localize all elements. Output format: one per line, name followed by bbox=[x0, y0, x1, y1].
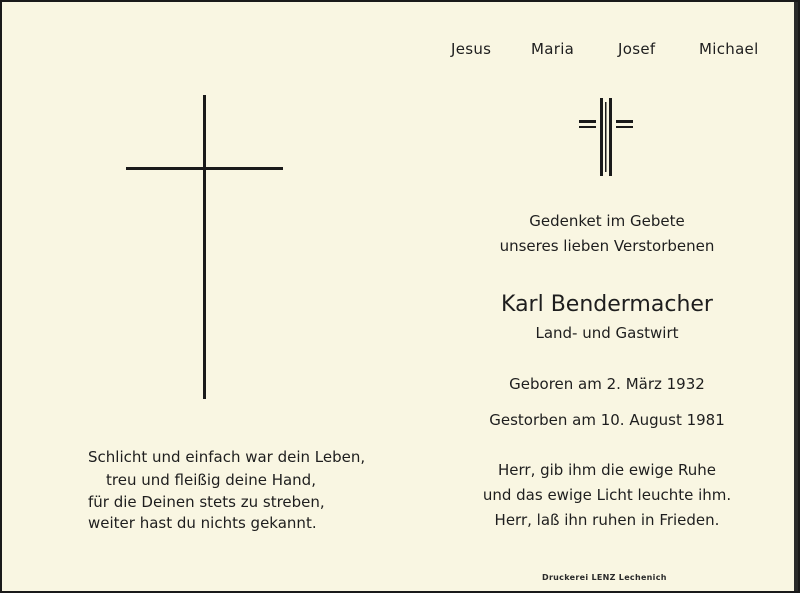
occupation: Land- und Gastwirt bbox=[535, 324, 679, 342]
deceased-name: Karl Bendermacher bbox=[501, 292, 713, 317]
ornamental-cross-icon bbox=[577, 98, 635, 178]
birth-date: Geboren am 2. März 1932 bbox=[509, 375, 705, 393]
verse-line-3: für die Deinen stets zu streben, bbox=[88, 493, 325, 511]
verse-line-4: weiter hast du nichts gekannt. bbox=[88, 514, 317, 532]
memorial-card bbox=[2, 2, 798, 591]
header-name-josef: Josef bbox=[618, 40, 656, 58]
header-name-michael: Michael bbox=[699, 40, 759, 58]
prayer-line-3: Herr, laß ihn ruhen in Frieden. bbox=[494, 511, 720, 529]
header-name-maria: Maria bbox=[531, 40, 575, 58]
header-name-jesus: Jesus bbox=[451, 40, 492, 58]
verse-line-2: treu und fleißig deine Hand, bbox=[106, 471, 316, 489]
printer-credit: Druckerei LENZ Lechenich bbox=[542, 573, 667, 582]
remember-line: Gedenket im Gebete bbox=[529, 212, 685, 230]
deceased-line: unseres lieben Verstorbenen bbox=[499, 237, 715, 255]
prayer-line-2: und das ewige Licht leuchte ihm. bbox=[482, 486, 732, 504]
verse-line-1: Schlicht und einfach war dein Leben, bbox=[88, 448, 366, 466]
prayer-line-1: Herr, gib ihm die ewige Ruhe bbox=[497, 461, 716, 479]
death-date: Gestorben am 10. August 1981 bbox=[489, 411, 725, 429]
card-edge bbox=[794, 2, 798, 591]
